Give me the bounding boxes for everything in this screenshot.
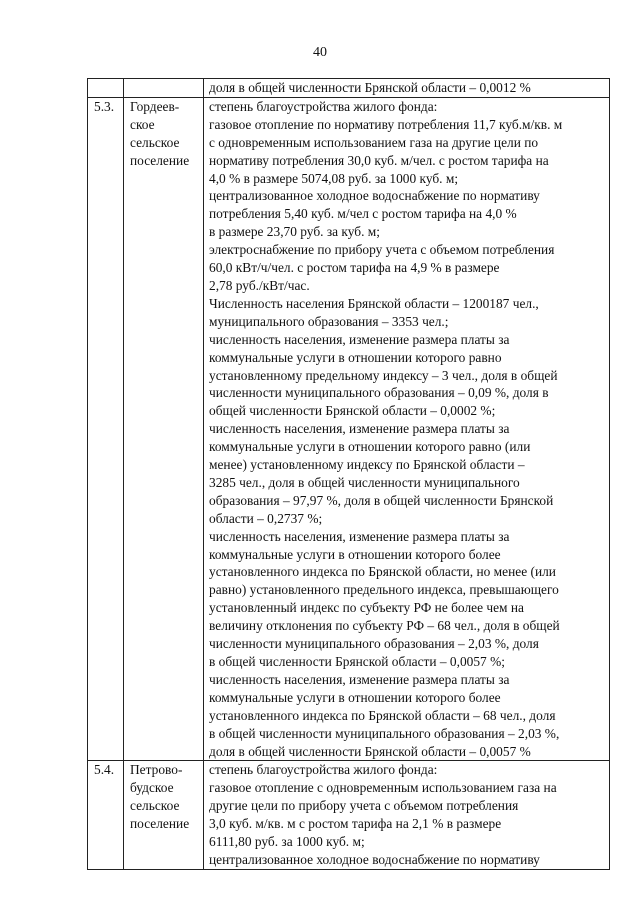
- row-number: [88, 79, 124, 98]
- description-line: 60,0 кВт/ч/чел. с ростом тарифа на 4,9 % в размере: [209, 260, 500, 276]
- settlement-name-line: Петрово-: [130, 762, 183, 778]
- description-line: в размере 23,70 руб. за куб. м;: [209, 224, 380, 240]
- settlement-name-line: Гордеев-: [130, 98, 180, 114]
- description-line: установленного индекса по Брянской области, но менее (или: [209, 564, 556, 580]
- description-line: установленный индекс по субъекту РФ не более чем на: [209, 600, 524, 616]
- settlement-name: [124, 97, 204, 761]
- description-line: Численность населения Брянской области – 1200187 чел.,: [209, 295, 539, 311]
- description-line: нормативу потребления 30,0 куб. м/чел. с ростом тарифа на: [209, 152, 549, 168]
- description-line: численность населения, изменение размера платы за: [209, 331, 510, 347]
- description-line: другие цели по прибору учета с объемом потребления: [209, 798, 519, 814]
- description-line: равно) установленного предельного индекса, превышающего: [209, 582, 559, 598]
- description-line: численность населения, изменение размера платы за: [209, 421, 510, 437]
- description-line: газовое отопление по нормативу потребления 11,7 куб.м/кв. м: [209, 116, 563, 132]
- settlement-name-line: будское: [130, 780, 174, 796]
- table-row: [88, 79, 610, 98]
- description-line: менее) установленному индексу по Брянской области –: [209, 457, 525, 473]
- description-line: коммунальные услуги в отношении которого более: [209, 689, 501, 705]
- description-line: в общей численности муниципального образования – 2,03 %,: [209, 725, 560, 741]
- settlement-name-line: поселение: [130, 816, 190, 832]
- description-line: степень благоустройства жилого фонда:: [209, 762, 438, 778]
- description-line: численности муниципального образования – 0,09 %, доля в: [209, 385, 549, 401]
- description-line: централизованное холодное водоснабжение по нормативу: [209, 188, 540, 204]
- description-line: с одновременным использованием газа на другие цели по: [209, 134, 539, 150]
- description-line: численность населения, изменение размера платы за: [209, 528, 510, 544]
- description-line: численность населения, изменение размера платы за: [209, 671, 510, 687]
- description-line: потребления 5,40 куб. м/чел с ростом тарифа на 4,0 %: [209, 206, 517, 222]
- description-line: численности муниципального образования – 2,03 %, доля: [209, 636, 539, 652]
- description-line: муниципального образования – 3353 чел.;: [209, 313, 449, 329]
- tariff-description: [204, 761, 610, 869]
- description-line: установленному предельному индексу – 3 чел., доля в общей: [209, 367, 558, 383]
- tariff-description: [204, 79, 610, 98]
- description-line: коммунальные услуги в отношении которого равно: [209, 349, 502, 365]
- description-line: коммунальные услуги в отношении которого равно (или: [209, 439, 531, 455]
- row-number: 5.3.: [88, 97, 124, 761]
- description-line: установленного индекса по Брянской области – 68 чел., доля: [209, 707, 556, 723]
- table-row: [88, 761, 610, 869]
- tariff-table: [87, 78, 610, 870]
- description-line: 3285 чел., доля в общей численности муниципального: [209, 474, 520, 490]
- description-line: степень благоустройства жилого фонда:: [209, 98, 438, 114]
- table-row: [88, 97, 610, 761]
- settlement-name: [124, 79, 204, 98]
- settlement-name-line: ское: [130, 116, 155, 132]
- description-line: величину отклонения по субъекту РФ – 68 чел., доля в общей: [209, 618, 560, 634]
- settlement-name-line: поселение: [130, 152, 190, 168]
- description-line: образования – 97,97 %, доля в общей численности Брянской: [209, 492, 554, 508]
- description-line: 3,0 куб. м/кв. м с ростом тарифа на 2,1 % в размере: [209, 816, 502, 832]
- description-line: доля в общей численности Брянской области – 0,0012 %: [209, 80, 531, 95]
- settlement-name-line: сельское: [130, 798, 180, 814]
- description-line: коммунальные услуги в отношении которого более: [209, 546, 501, 562]
- description-line: в общей численности Брянской области – 0,0057 %;: [209, 654, 505, 669]
- description-line: электроснабжение по прибору учета с объемом потребления: [209, 242, 555, 258]
- description-line: области – 0,2737 %;: [209, 510, 323, 526]
- settlement-name: [124, 761, 204, 869]
- description-line: газовое отопление с одновременным использованием газа на: [209, 780, 557, 796]
- tariff-description: [204, 97, 610, 761]
- row-number: 5.4.: [88, 761, 124, 869]
- description-line: 6111,80 руб. за 1000 куб. м;: [209, 834, 365, 850]
- description-line: централизованное холодное водоснабжение по нормативу: [209, 851, 540, 867]
- description-line: 2,78 руб./кВт/час.: [209, 277, 310, 293]
- description-line: 4,0 % в размере 5074,08 руб. за 1000 куб. м;: [209, 170, 459, 186]
- page-number: 40: [313, 45, 327, 60]
- settlement-name-line: сельское: [130, 134, 180, 150]
- description-line: общей численности Брянской области – 0,0002 %;: [209, 403, 496, 419]
- description-line: доля в общей численности Брянской области – 0,0057 %: [209, 743, 531, 759]
